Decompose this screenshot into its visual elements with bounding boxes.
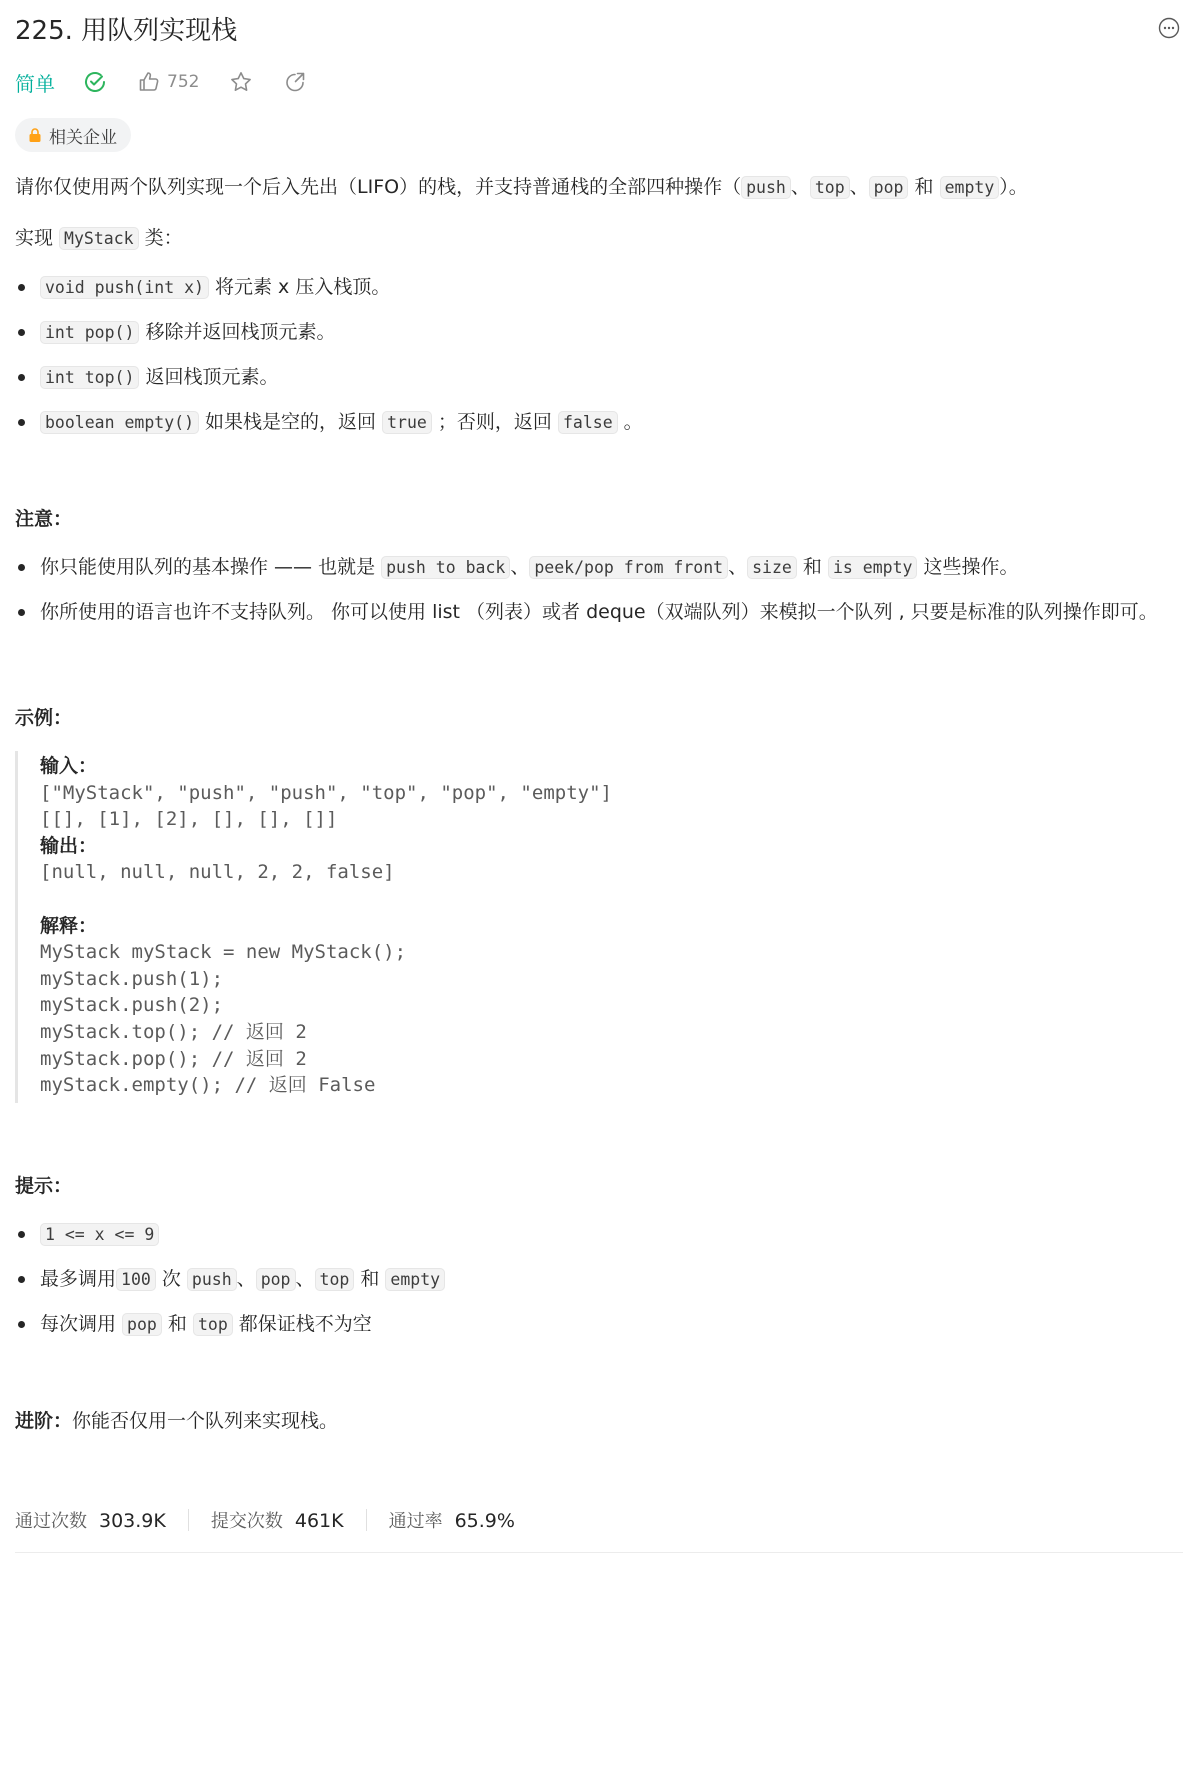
method-desc: 如果栈是空的，返回 [199, 411, 383, 433]
code-pop: pop [869, 176, 909, 199]
description-content [15, 176, 1168, 1438]
submissions-value: 461K [294, 1510, 344, 1532]
impl-suffix: 类： [138, 227, 183, 249]
share-icon[interactable] [283, 70, 307, 94]
code-push-to-back: push to back [381, 556, 510, 579]
output-label: 输出： [40, 834, 98, 857]
separator: 、 [849, 176, 869, 198]
note-text: 你所使用的语言也许不支持队列。 你可以使用 list （列表）或者 deque（双端队列）来模拟一个队列 , 只要是标准的队列操作即可。 [40, 601, 1158, 623]
code-empty-method: boolean empty() [40, 411, 199, 434]
code-pop: pop [122, 1313, 162, 1336]
submissions-stat [211, 1507, 344, 1533]
code-push: push [187, 1268, 237, 1291]
hint-text: 最多调用 [40, 1267, 117, 1290]
divider [15, 1552, 1183, 1553]
rate-value: 65.9% [454, 1510, 515, 1532]
list-item [15, 360, 1168, 395]
lock-icon [27, 127, 43, 143]
list-item [15, 1262, 1168, 1297]
advanced-text: 你能否仅用一个队列来实现栈。 [72, 1409, 339, 1432]
problem-title[interactable]: 225. 用队列实现栈 [15, 15, 238, 46]
and-text: 和 [161, 1312, 193, 1335]
divider [366, 1509, 367, 1531]
code-100: 100 [116, 1268, 156, 1291]
accepted-label: 通过次数 [15, 1511, 87, 1532]
meta-row [15, 64, 307, 100]
hints-heading: 提示： [15, 1174, 73, 1197]
code-top: top [193, 1313, 233, 1336]
advanced-paragraph [15, 1404, 1168, 1438]
code-true: true [382, 411, 432, 434]
difficulty-label: 简单 [15, 71, 55, 96]
more-icon[interactable] [1155, 14, 1183, 42]
and-text: 和 [354, 1267, 386, 1290]
blank-line [40, 886, 1168, 913]
input-line: ["MyStack", "push", "push", "top", "pop", "empty"] [40, 781, 612, 804]
code-empty: empty [940, 176, 1000, 199]
hint-text: 每次调用 [40, 1312, 123, 1335]
note-text: 你只能使用队列的基本操作 —— 也就是 [40, 556, 382, 578]
note-text: 这些操作。 [917, 556, 1019, 578]
code-push: push [741, 176, 791, 199]
intro-text-end: ）。 [999, 176, 1028, 198]
method-desc: 将元素 x 压入栈顶。 [208, 276, 391, 298]
example-block [15, 751, 1168, 1103]
method-desc: 返回栈顶元素。 [139, 366, 279, 388]
related-companies-label: 相关企业 [49, 127, 117, 148]
list-item [15, 1217, 1168, 1252]
explain-line: myStack.push(1); [40, 967, 224, 990]
code-peek-pop: peek/pop from front [529, 556, 728, 579]
list-item [15, 550, 1168, 585]
input-label: 输入： [40, 755, 98, 777]
check-circle-icon [83, 70, 107, 94]
output-line: [null, null, null, 2, 2, false] [40, 861, 395, 884]
and-text: 和 [908, 176, 940, 198]
like-count: 752 [167, 72, 200, 92]
explain-line: myStack.top(); // 返回 2 [40, 1020, 307, 1043]
accepted-value: 303.9K [99, 1510, 166, 1532]
hint-text: 都保证栈不为空 [232, 1312, 372, 1335]
title-row [15, 8, 1183, 48]
method-desc: ；否则，返回 [431, 411, 558, 433]
code-is-empty: is empty [828, 556, 917, 579]
hints-list [15, 1217, 1168, 1342]
advanced-label: 进阶： [15, 1409, 73, 1432]
explain-line: myStack.pop(); // 返回 2 [40, 1047, 307, 1070]
code-empty: empty [385, 1268, 445, 1291]
list-item [15, 405, 1168, 440]
accepted-stat [15, 1507, 166, 1533]
explain-line: myStack.push(2); [40, 994, 224, 1017]
list-item [15, 270, 1168, 305]
list-item [15, 1307, 1168, 1342]
code-top: top [315, 1268, 355, 1291]
code-mystack: MyStack [59, 227, 139, 250]
code-false: false [558, 411, 618, 434]
code-top: top [810, 176, 850, 199]
code-size: size [747, 556, 797, 579]
intro-text: 请你仅使用两个队列实现一个后入先出（LIFO）的栈，并支持普通栈的全部四种操作（ [15, 176, 742, 198]
explain-line: myStack.empty(); // 返回 False [40, 1074, 376, 1097]
separator: 、 [295, 1267, 315, 1290]
separator: 、 [236, 1267, 256, 1290]
note-heading: 注意： [15, 508, 73, 530]
thumbs-up-icon [137, 70, 161, 94]
related-companies-tag[interactable] [15, 118, 131, 152]
code-top-method: int top() [40, 366, 139, 389]
list-item [15, 595, 1168, 627]
rate-label: 通过率 [388, 1511, 443, 1532]
list-item [15, 315, 1168, 350]
note-list [15, 550, 1168, 627]
hint-text: 次 [155, 1267, 187, 1290]
code-range: 1 <= x <= 9 [40, 1223, 159, 1246]
intro-paragraph [15, 170, 1168, 205]
separator: 、 [510, 556, 530, 578]
like-button[interactable] [137, 70, 199, 94]
method-desc: 。 [617, 411, 643, 433]
code-pop-method: int pop() [40, 321, 139, 344]
code-pop: pop [256, 1268, 296, 1291]
submissions-label: 提交次数 [210, 1511, 283, 1532]
stats-bar [15, 1502, 515, 1538]
and-text: 和 [796, 556, 828, 578]
explain-line: MyStack myStack = new MyStack(); [40, 941, 407, 964]
acceptance-rate-stat [389, 1507, 515, 1533]
method-list [15, 270, 1168, 440]
separator: 、 [728, 556, 748, 578]
star-icon[interactable] [229, 70, 253, 94]
input-line: [[], [1], [2], [], [], []] [40, 808, 338, 831]
example-heading: 示例： [15, 707, 73, 729]
divider [188, 1509, 189, 1531]
impl-paragraph [15, 221, 1168, 256]
impl-prefix: 实现 [15, 227, 60, 249]
code-push-method: void push(int x) [40, 276, 209, 299]
separator: 、 [790, 176, 810, 198]
method-desc: 移除并返回栈顶元素。 [139, 321, 336, 343]
explain-label: 解释： [40, 914, 98, 937]
